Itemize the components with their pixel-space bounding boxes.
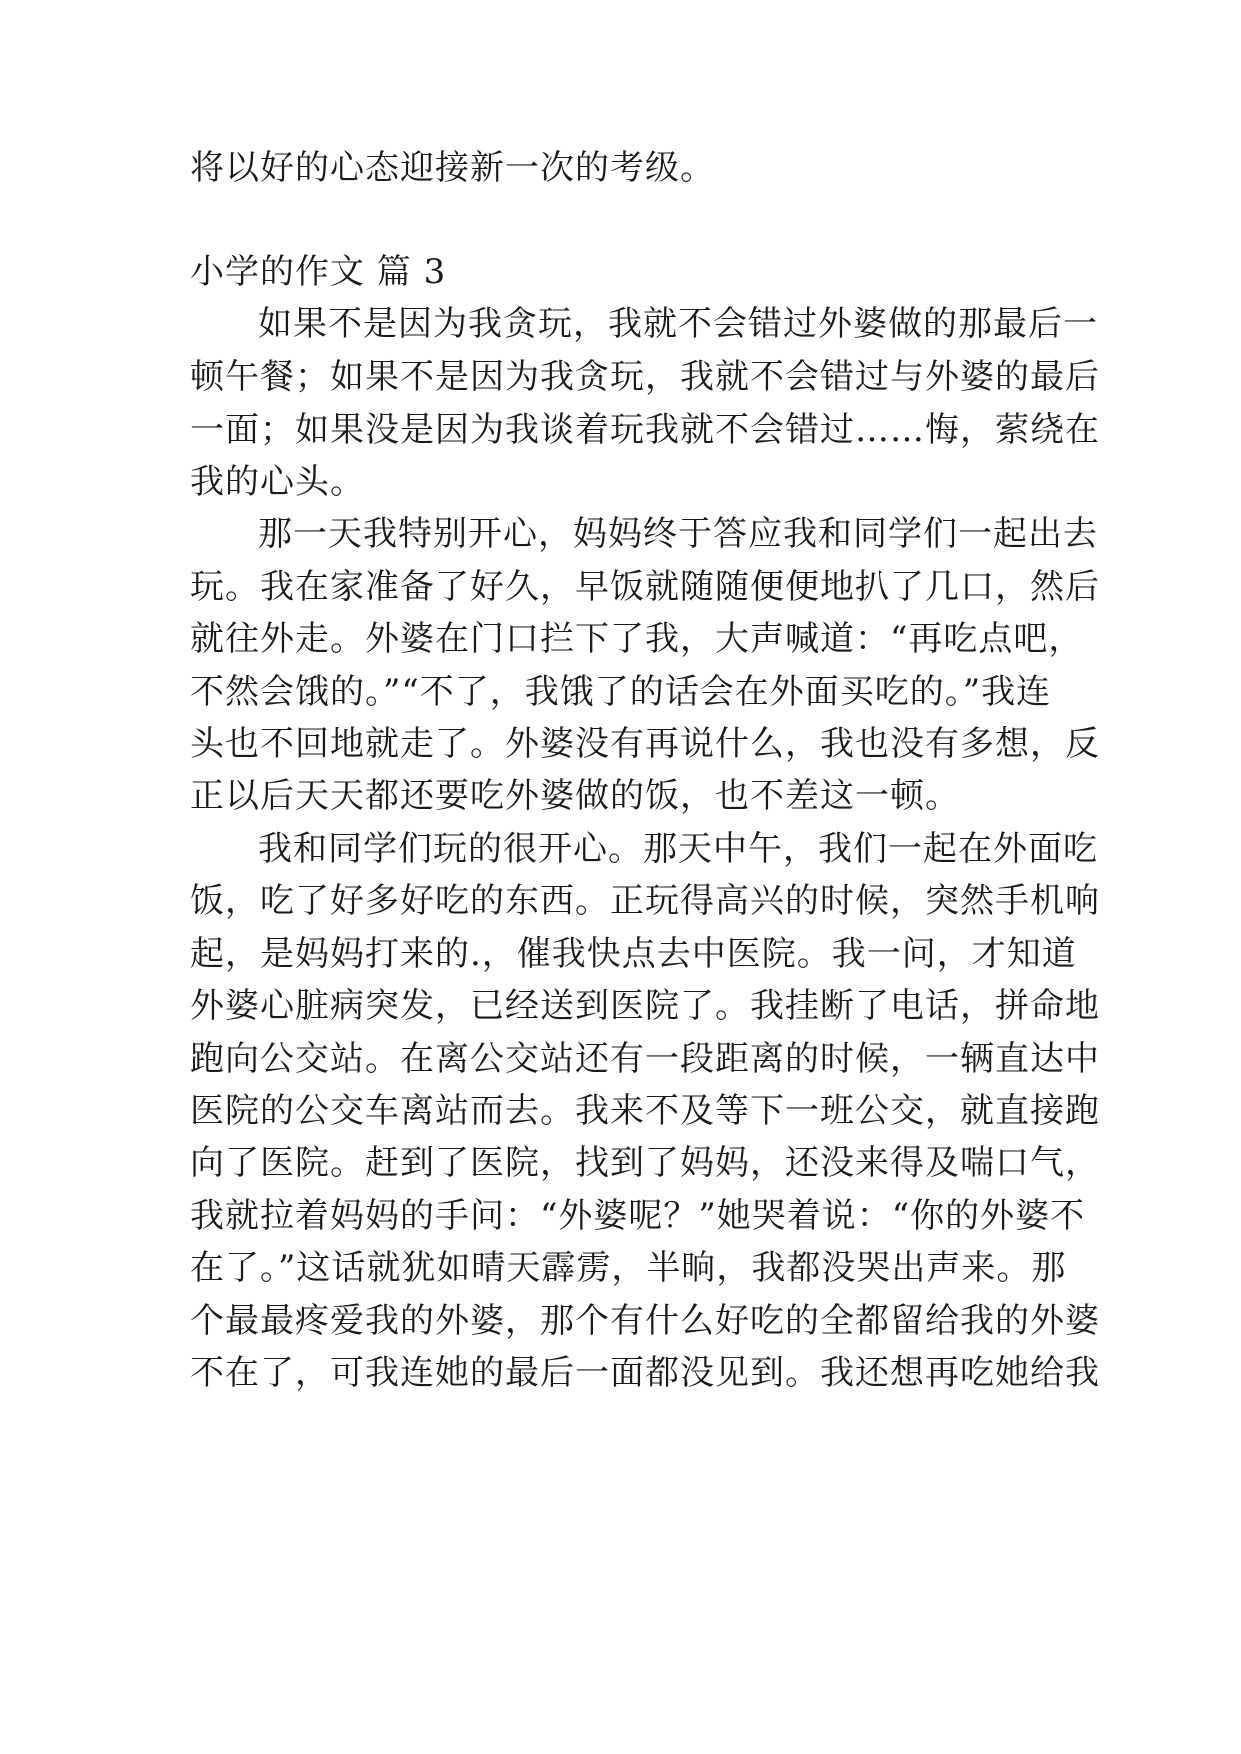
text-line: 跑向公交站。在离公交站还有一段距离的时候，一辆直达中 [190,1039,1100,1079]
text-line: 顿午餐；如果不是因为我贪玩，我就不会错过与外婆的最后 [190,357,1100,397]
text-line: 医院的公交车离站而去。我来不及等下一班公交，就直接跑 [190,1091,1100,1131]
text-line: 在了。”这话就犹如晴天霹雳，半晌，我都没哭出声来。那 [190,1248,1067,1288]
text-line: 那一天我特别开心，妈妈终于答应我和同学们一起出去 [258,514,1098,554]
text-line: 不在了，可我连她的最后一面都没见到。我还想再吃她给我 [190,1353,1100,1393]
text-line: 如果不是因为我贪玩，我就不会错过外婆做的那最后一 [258,304,1098,344]
text-line: 起，是妈妈打来的.，催我快点去中医院。我一问，才知道 [190,934,1077,974]
text-line: 我的心头。 [190,462,365,502]
text-line: 头也不回地就走了。外婆没有再说什么，我也没有多想，反 [190,724,1100,764]
text-line: 我就拉着妈妈的手问：“外婆呢？”她哭着说：“你的外婆不 [190,1196,1086,1236]
text-line: 玩。我在家准备了好久，早饭就随随便便地扒了几口，然后 [190,567,1100,607]
text-line: 个最最疼爱我的外婆，那个有什么好吃的全都留给我的外婆 [190,1301,1100,1341]
text-line: 我和同学们玩的很开心。那天中午，我们一起在外面吃 [258,829,1098,869]
text-line: 正以后天天都还要吃外婆做的饭，也不差这一顿。 [190,776,960,816]
section-heading: 小学的作文 篇 3 [190,252,447,292]
text-line: 一面；如果没是因为我谈着玩我就不会错过……悔，萦绕在 [190,410,1100,450]
text-line: 外婆心脏病突发，已经送到医院了。我挂断了电话，拼命地 [190,986,1100,1026]
text-line: 将以好的心态迎接新一次的考级。 [190,148,715,188]
text-line: 就往外走。外婆在门口拦下了我，大声喊道：“再吃点吧， [190,619,1084,659]
text-line: 向了医院。赶到了医院，找到了妈妈，还没来得及喘口气， [190,1143,1100,1183]
text-line: 不然会饿的。”“不了，我饿了的话会在外面买吃的。”我连 [190,672,1052,712]
text-line: 饭，吃了好多好吃的东西。正玩得高兴的时候，突然手机响 [190,881,1100,921]
